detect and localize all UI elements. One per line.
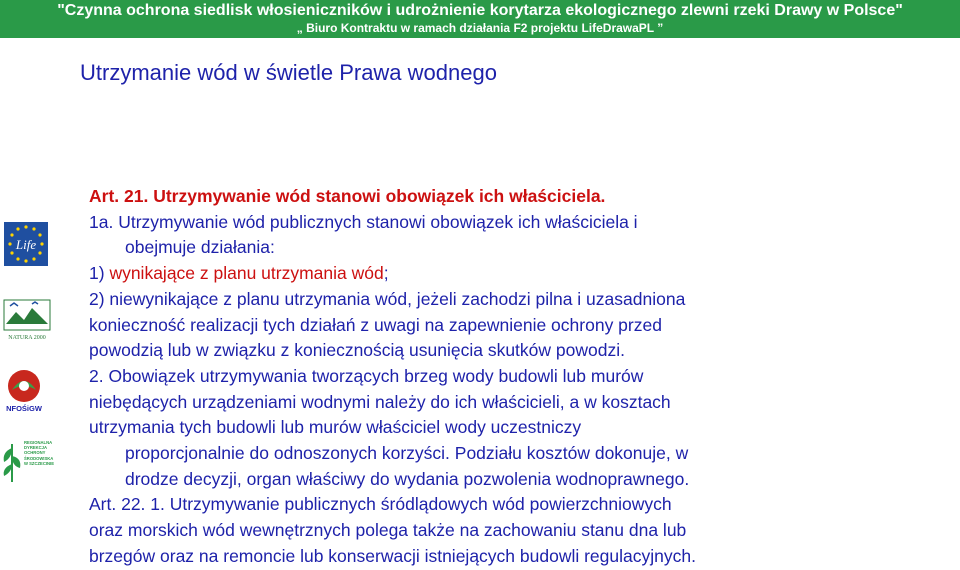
point1-end: ; [383, 263, 389, 284]
art22-line2: oraz morskich wód wewnętrznych polega także na zachowaniu stanu dna lub [89, 520, 687, 541]
section2-line5: drodze decyzji, organ właściwy do wydania pozwolenia wodnoprawnego. [125, 468, 690, 489]
section2-line3: utrzymania tych budowli lub murów właściciel wody uczestniczy [89, 417, 582, 438]
slide-title: Utrzymanie wód w świetle Prawa wodnego [80, 60, 497, 85]
section2-line4: proporcjonalnie do odnoszonych korzyści. Podziału kosztów dokonuje, w [125, 443, 689, 464]
point1-number: 1) [89, 263, 110, 284]
header-bar [0, 0, 960, 38]
art22-line3: brzegów oraz na remoncie lub konserwacji istniejących budowli regulacyjnych. [89, 545, 696, 566]
natura2000-logo [2, 298, 52, 347]
nfosigw-logo-text: NFOŚiGW [6, 404, 42, 413]
p1a-line1: 1a. Utrzymywanie wód publicznych stanowi obowiązek ich właściciela i [89, 211, 638, 232]
art21-heading: Art. 21. Utrzymywanie wód stanowi obowiązek ich właściciela. [89, 186, 606, 206]
p1a-line2: obejmuje działania: [125, 237, 275, 258]
section2-line1: 2. Obowiązek utrzymywania tworzących brzeg wody budowli lub murów [89, 365, 644, 386]
point1-text: wynikające z planu utrzymania wód [109, 263, 384, 284]
point2-line1: 2) niewynikające z planu utrzymania wód, jeżeli zachodzi pilna i uzasadniona [89, 288, 686, 309]
header-title: "Czynna ochrona siedlisk włosieniczników i udrożnienie korytarza ekologicznego zlewni rzeki Drawy w Polsce" [57, 2, 903, 19]
rdos-logo [0, 438, 54, 491]
art22-line1: Art. 22. 1. Utrzymywanie publicznych śródlądowych wód powierzchniowych [89, 494, 672, 515]
section2-line2: niebędących urządzeniami wodnymi należy do ich właścicieli, a w kosztach [89, 391, 671, 412]
natura-logo-text: NATURA 2000 [8, 335, 46, 341]
header-subtitle: „ Biuro Kontraktu w ramach działania F2 projektu LifeDrawaPL ” [296, 21, 664, 35]
point2-line2: konieczność realizacji tych działań z uwagi na zapewnienie ochrony przed [89, 314, 662, 335]
slide-body [89, 184, 949, 570]
point2-line3: powodzią lub w związku z koniecznością usunięcia skutków powodzi. [89, 340, 625, 361]
life-logo [4, 222, 48, 271]
rdos-logo-text: REGIONALNA DYREKCJA OCHRONY ŚRODOWISKA W SZCZECINIE [24, 440, 54, 466]
point1 [89, 261, 949, 287]
nfosigw-logo [2, 368, 46, 419]
life-logo-text: Life [15, 237, 37, 252]
